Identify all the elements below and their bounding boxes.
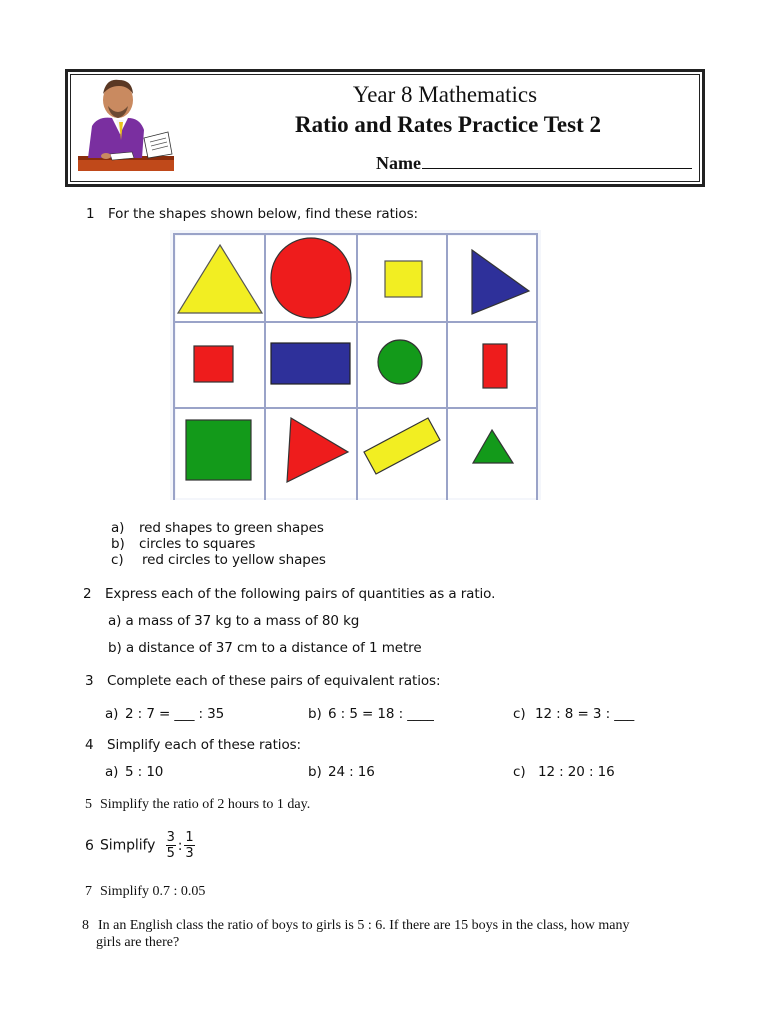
green-circle-shape <box>378 340 422 384</box>
question-1-part-c: c) red circles to yellow shapes <box>111 552 326 568</box>
name-blank-line[interactable] <box>422 150 692 169</box>
question-4-part-a: a) 5 : 10 <box>105 764 164 780</box>
shapes-grid-svg <box>170 230 541 500</box>
question-8-line2: girls are there? <box>96 935 180 950</box>
question-number: 1 <box>86 206 95 222</box>
name-label: Name <box>376 153 421 173</box>
shapes-grid <box>170 230 541 500</box>
question-4 <box>85 737 301 753</box>
question-3 <box>85 673 440 689</box>
question-1-part-a: a) red shapes to green shapes <box>111 520 324 536</box>
header-title-line2: Ratio and Rates Practice Test 2 <box>295 112 601 137</box>
question-text-line1: In an English class the ratio of boys to girls is 5 : 6. If there are 15 boys in the class, how many <box>98 918 630 933</box>
question-number: 6 <box>85 837 94 854</box>
question-number: 3 <box>85 673 94 689</box>
red-rectangle-shape <box>483 344 507 388</box>
question-text: Simplify the ratio of 2 hours to 1 day. <box>100 797 311 812</box>
green-square-shape <box>186 420 251 480</box>
question-1-parts <box>111 520 326 568</box>
question-number: 7 <box>85 884 92 899</box>
question-6: 6 Simplify $\frac{3}{5}$ : $\frac{1}{3}$ <box>85 830 194 861</box>
question-4-part-b: b) 24 : 16 <box>308 764 375 780</box>
question-text: For the shapes shown below, find these ratios: <box>108 206 418 222</box>
question-1-part-b: b) circles to squares <box>111 536 256 552</box>
question-number: 4 <box>85 737 94 753</box>
name-field-row <box>376 150 692 174</box>
question-text: Simplify 0.7 : 0.05 <box>100 884 206 899</box>
question-3-part-a: a) 2 : 7 = ___ : 35 <box>105 706 225 722</box>
question-2-part-a: a) a mass of 37 kg to a mass of 80 kg <box>108 613 360 629</box>
question-number: 8 <box>82 918 89 933</box>
question-text: Simplify <box>100 837 156 854</box>
question-text: Express each of the following pairs of quantities as a ratio. <box>105 586 496 602</box>
question-3-part-b: b) 6 : 5 = 18 : ____ <box>308 706 434 722</box>
question-number: 5 <box>85 797 92 812</box>
question-text: Simplify each of these ratios: <box>107 737 301 753</box>
question-7 <box>85 884 205 900</box>
teacher-clipart-image <box>76 74 176 174</box>
red-square-shape <box>194 346 233 382</box>
fraction-3-5: $\frac{3}{5}$ <box>166 830 175 861</box>
question-8 <box>82 918 630 934</box>
question-2 <box>83 586 495 602</box>
yellow-square-shape <box>385 261 422 297</box>
question-number: 2 <box>83 586 92 602</box>
question-1 <box>86 206 418 222</box>
question-text: Complete each of these pairs of equivalent ratios: <box>107 673 441 689</box>
question-2-part-b: b) a distance of 37 cm to a distance of 1 metre <box>108 640 422 656</box>
header-title-line1: Year 8 Mathematics <box>352 82 538 107</box>
blue-rectangle-shape <box>271 343 350 384</box>
question-3-part-c: c) 12 : 8 = 3 : ___ <box>513 706 635 722</box>
question-4-part-c: c) 12 : 20 : 16 <box>513 764 615 780</box>
red-circle-shape <box>271 238 351 318</box>
fraction-1-3: $\frac{1}{3}$ <box>185 830 194 861</box>
question-5 <box>85 797 310 813</box>
